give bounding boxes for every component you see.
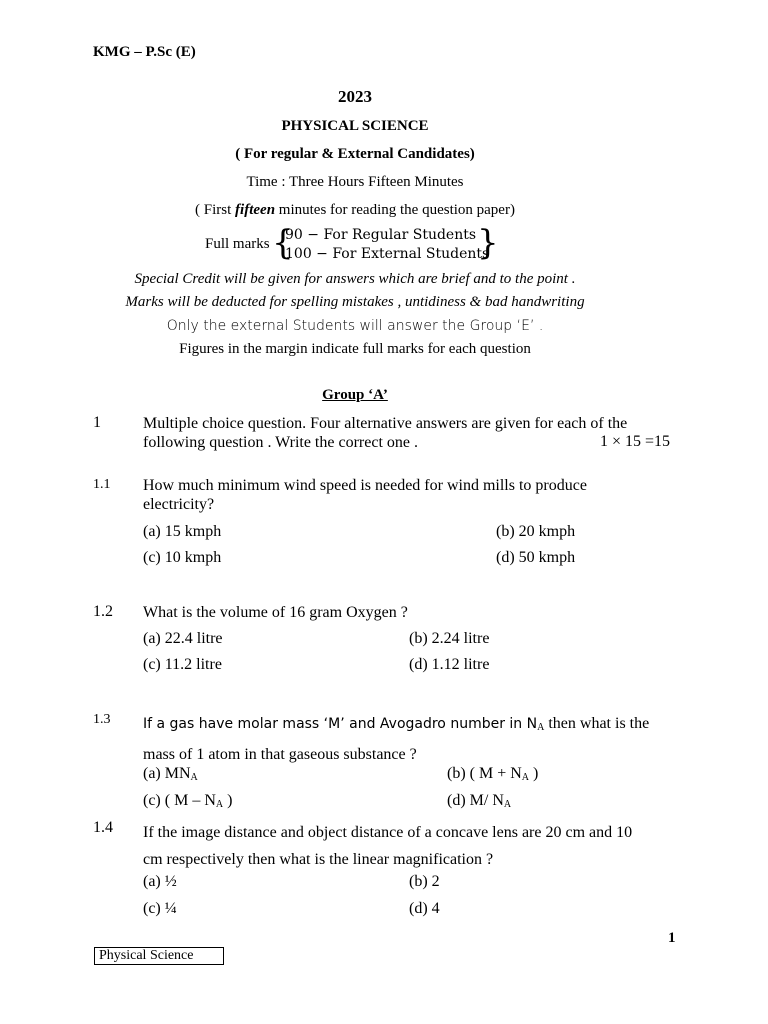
special-credit-note: Special Credit will be given for answers which are brief and to the point . (134, 271, 576, 287)
option-a: (a) ½ (143, 873, 177, 890)
option-d: (d) 50 kmph (496, 549, 576, 566)
exam-year: 2023 (338, 87, 372, 106)
group-heading: Group ‘A’ (322, 387, 388, 403)
question-line: cm respectively then what is the linear magnification ? (143, 851, 494, 868)
question-line: How much minimum wind speed is needed for wind mills to produce (143, 477, 587, 494)
reading-prefix: ( First (195, 202, 236, 218)
paper-code: KMG – P.Sc (E) (93, 44, 196, 60)
option-d: (d) 1.12 litre (409, 656, 490, 673)
question-marks: 1 × 15 =15 (600, 433, 671, 450)
subscript: A (190, 772, 198, 783)
option-a: (a) 22.4 litre (143, 630, 223, 647)
reading-time-note (0, 202, 710, 219)
question-text (143, 819, 683, 873)
option-b: (b) 2.24 litre (409, 630, 490, 647)
full-marks-label: Full marks (205, 236, 270, 252)
option-d (447, 792, 511, 810)
option-text: (b) ( M + N (447, 765, 522, 782)
question-number: 1.1 (93, 477, 111, 492)
subscript: A (521, 772, 530, 783)
deduction-note: Marks will be deducted for spelling mistakes , untidiness & bad handwriting (125, 294, 585, 310)
question-number: 1.3 (93, 712, 111, 727)
option-text: (c) ( M – N (143, 792, 216, 809)
external-only-note: Only the external Students will answer the Group ‘E’ . (166, 318, 544, 334)
question-text (143, 476, 683, 514)
right-brace: } (477, 223, 499, 263)
question-line: Multiple choice question. Four alternative answers are given for each of the (143, 415, 628, 432)
question-line: following question . Write the correct one . (143, 434, 418, 451)
subscript: A (537, 722, 545, 733)
question-line: electricity? (143, 496, 215, 513)
option-b (447, 765, 538, 783)
option-c: (c) 11.2 litre (143, 656, 222, 673)
full-marks-external: 100 − For External Students (285, 246, 490, 262)
question-number: 1.2 (93, 603, 113, 620)
question-line-part: If a gas have molar mass ‘M’ and Avogadro number in N (143, 716, 538, 732)
full-marks-regular: 90 − For Regular Students (285, 227, 477, 243)
question-line-part: then what is the (544, 715, 650, 732)
question-text: What is the volume of 16 gram Oxygen ? (143, 604, 408, 621)
question-line: If the image distance and object distance of a concave lens are 20 cm and 10 (143, 824, 633, 841)
left-brace: { (272, 223, 294, 263)
option-a (143, 765, 198, 783)
option-c: (c) 10 kmph (143, 549, 222, 566)
option-b: (b) 2 (409, 873, 440, 890)
option-text: (a) MN (143, 765, 191, 782)
option-c: (c) ¼ (143, 900, 177, 917)
subject-title: PHYSICAL SCIENCE (281, 118, 429, 134)
question-number: 1 (93, 414, 101, 431)
full-marks-lines (285, 226, 489, 264)
page-number: 1 (668, 930, 676, 946)
option-text: ) (223, 792, 233, 809)
reading-emphasis: fifteen (235, 202, 276, 218)
question-number: 1.4 (93, 819, 113, 836)
figures-note: Figures in the margin indicate full marks for each question (179, 341, 531, 357)
footer-subject-box: Physical Science (94, 947, 224, 965)
reading-suffix: minutes for reading the question paper) (275, 202, 515, 218)
time-allowed: Time : Three Hours Fifteen Minutes (246, 174, 464, 190)
option-text: ) (529, 765, 539, 782)
option-text: (d) M/ N (447, 792, 504, 809)
subscript: A (503, 799, 512, 810)
option-a: (a) 15 kmph (143, 523, 222, 540)
question-text (143, 710, 683, 768)
option-c (143, 792, 232, 810)
question-line: mass of 1 atom in that gaseous substance ? (143, 746, 417, 763)
candidates-note: ( For regular & External Candidates) (235, 146, 475, 162)
option-d: (d) 4 (409, 900, 440, 917)
question-line (143, 710, 683, 741)
option-b: (b) 20 kmph (496, 523, 576, 540)
subscript: A (215, 799, 224, 810)
